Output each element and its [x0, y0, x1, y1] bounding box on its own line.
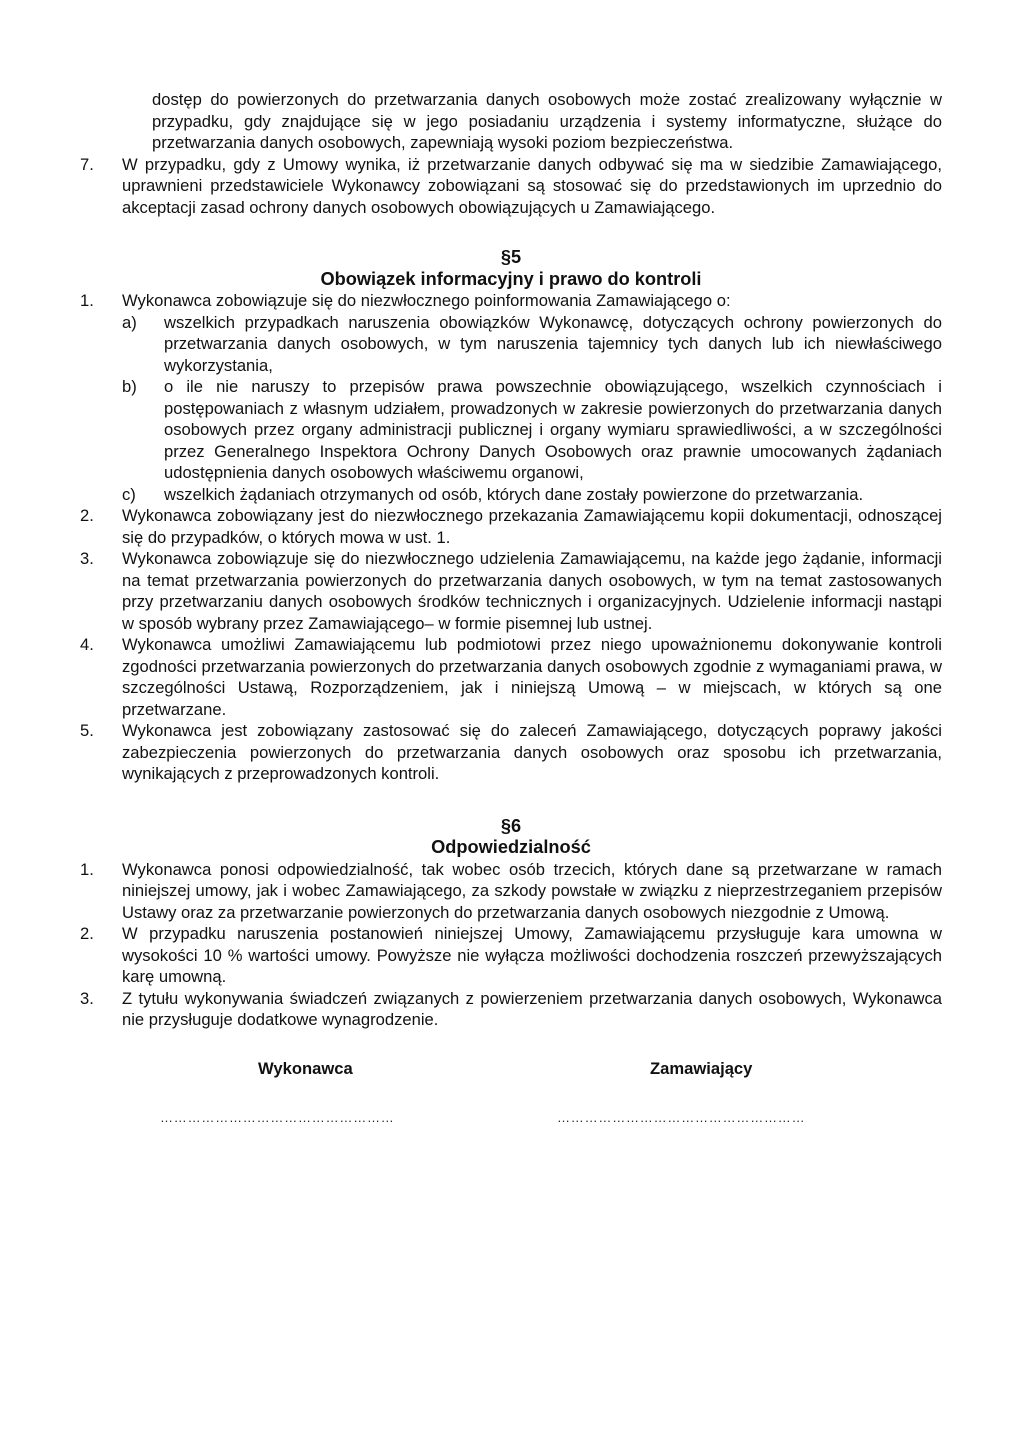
section6-title: Odpowiedzialność — [431, 837, 591, 857]
client-signature-line: ……………………………………………… — [557, 1109, 806, 1125]
section6-item-1 — [80, 859, 942, 924]
item-text: o ile nie naruszy to przepisów prawa powszechnie obowiązującego, wszelkich czynnościach i postępowaniach z własnym udziałem, prowadzonych w zakresie powierzonych do przetwarzania danych osobowych przez organy administracji publicznej i organy wymiaru sprawiedliwości, a w szczególności przez Generalnego Inspektora Ochrony Danych Osobowych oraz prawnie umocowanych żądaniach udostępnienia danych osobowych właściwemu organowi, — [164, 377, 942, 482]
item-text: wszelkich przypadkach naruszenia obowiązków Wykonawcę, dotyczących ochrony powierzonych do przetwarzania danych osobowych, w tym naruszenia tajemnicy tych danych lub ich niewłaściwego wykorzystania, — [164, 312, 942, 375]
item-letter: a) — [122, 312, 137, 332]
section5-item-1 — [80, 290, 942, 312]
item-text: W przypadku, gdy z Umowy wynika, iż przetwarzanie danych odbywać się ma w siedzibie Zamawiającego, uprawnieni przedstawiciele Wykonawcy zobowiązani są stosować się do przedstawionych im uprzednio do akceptacji zasad ochrony danych osobowych obowiązujących u Zamawiającego. — [122, 154, 942, 217]
section5-title: Obowiązek informacyjny i prawo do kontroli — [320, 268, 702, 289]
spacer — [80, 785, 942, 816]
spacer — [80, 1031, 942, 1058]
section5-item-3 — [80, 548, 942, 634]
intro-item-7 — [80, 154, 942, 219]
section5-item-2 — [80, 505, 942, 548]
item-text: Wykonawca zobowiązuje się do niezwłocznego udzielenia Zamawiającemu, na każde jego żądanie, informacji na temat przetwarzania powierzonych do przetwarzania danych osobowych, w tym na temat zastosowanych przy przetwarzaniu danych osobowych środków technicznych i organizacyjnych. Udzielenie informacji nastąpi w sposób wybrany przez Zamawiającego– w formie pisemnej lub ustnej. — [122, 549, 942, 633]
document-body — [80, 89, 942, 1128]
item-number: 7. — [80, 154, 94, 174]
item-number: 4. — [80, 635, 94, 654]
signature-block — [80, 1058, 942, 1128]
item-number: 2. — [80, 506, 94, 525]
item-letter: b) — [122, 377, 137, 396]
client-signature-label: Zamawiający — [650, 1058, 753, 1078]
section5-item-4 — [80, 634, 942, 720]
section5-item-5 — [80, 720, 942, 785]
item-text: Wykonawca zobowiązuje się do niezwłocznego poinformowania Zamawiającego o: — [122, 291, 731, 310]
item-number: 1. — [80, 291, 94, 310]
section5-item-1b — [80, 376, 942, 484]
section5-item-1c — [80, 484, 942, 506]
contractor-signature-label: Wykonawca — [258, 1058, 353, 1078]
item-text: wszelkich żądaniach otrzymanych od osób, których dane zostały powierzone do przetwarzania. — [164, 484, 864, 504]
section6-number: §6 — [500, 815, 522, 836]
section5-number: §5 — [500, 247, 522, 267]
item-letter: c) — [122, 484, 136, 504]
item-text: W przypadku naruszenia postanowień niniejszej Umowy, Zamawiającemu przysługuje kara umowna w wysokości 10 % wartości umowy. Powyższe nie wyłącza możliwości dochodzenia roszczeń przewyższających karę umowną. — [122, 924, 942, 986]
intro-continuation: dostęp do powierzonych do przetwarzania danych osobowych może zostać zrealizowany wyłącznie w przypadku, gdy znajdujące się w jego posiadaniu urządzenia i systemy informatyczne, służące do przetwarzania danych osobowych, zapewniają wysoki poziom bezpieczeństwa. — [152, 90, 942, 152]
item-text: Wykonawca ponosi odpowiedzialność, tak wobec osób trzecich, których dane są przetwarzane w ramach niniejszej umowy, jak i wobec Zamawiającego, za szkody powstałe w związku z nieprzestrzeganiem przepisów Ustawy oraz za przetwarzanie powierzonych do przetwarzania danych osobowych niezgodnie z Umową. — [122, 859, 942, 922]
item-text: Z tytułu wykonywania świadczeń związanych z powierzeniem przetwarzania danych osobowych, Wykonawca nie przysługuje dodatkowe wynagrodzenie. — [122, 988, 942, 1029]
item-text: Wykonawca jest zobowiązany zastosować się do zaleceń Zamawiającego, dotyczących poprawy jakości zabezpieczenia powierzonych do przetwarzania danych osobowych oraz sposobu ich przetwarzania, wynikających z przeprowadzonych kontroli. — [122, 721, 942, 783]
contractor-signature-line: …………………………………………… — [160, 1109, 395, 1125]
section5-item-1a — [80, 312, 942, 377]
item-text: Wykonawca umożliwi Zamawiającemu lub podmiotowi przez niego upoważnionemu dokonywanie kontroli zgodności przetwarzania powierzonych do przetwarzania danych osobowych zgodnie z wymaganiami prawa, w szczególności Ustawą, Rozporządzeniem, jak i niniejszą Umową – w miejscach, w których są one przetwarzane. — [122, 635, 942, 719]
section6-item-2 — [80, 923, 942, 988]
item-number: 5. — [80, 721, 94, 740]
spacer — [80, 218, 942, 247]
item-number: 2. — [80, 924, 94, 943]
section6-item-3 — [80, 988, 942, 1031]
item-number: 3. — [80, 549, 94, 568]
item-text: Wykonawca zobowiązany jest do niezwłocznego przekazania Zamawiającemu kopii dokumentacji, odnoszącej się do przypadków, o których mowa w ust. 1. — [122, 506, 942, 547]
item-number: 3. — [80, 988, 94, 1008]
item-number: 1. — [80, 859, 94, 879]
